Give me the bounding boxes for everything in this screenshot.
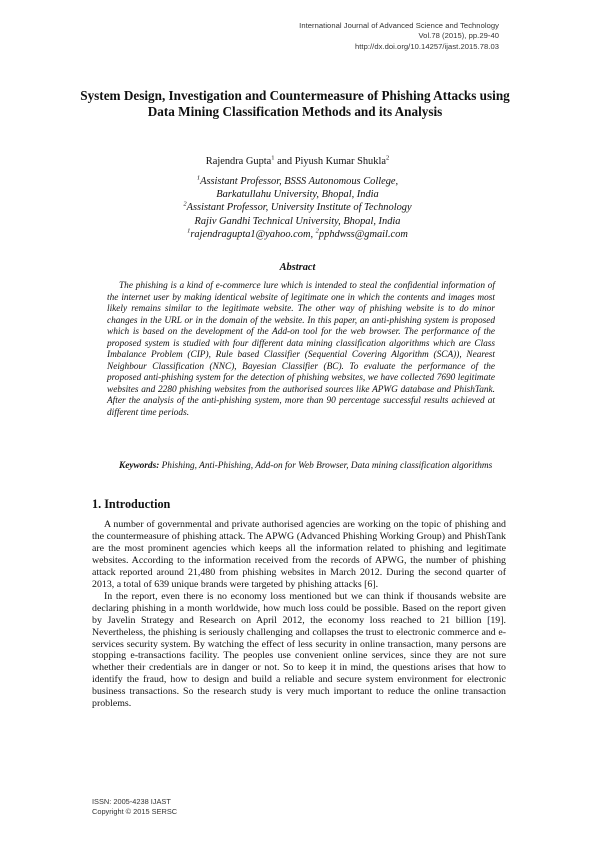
affiliations bbox=[60, 175, 535, 241]
footer-copyright: Copyright © 2015 SERSC bbox=[92, 807, 178, 816]
body-paragraph: In the report, even there is no economy loss mentioned but we can think if thousands website are declaring phishing in a month worldwide, how much loss could be possible. Based on the report given by Javelin Strategy and Research on April 2012, the economy loss reached to 21 billion [19]. Nevertheless, the phishing is seriously challenging and collapses the trust to electronic commerce and e-services security system. By watching the effect of less security in online transaction, many persons are stopping e-transactions facility. The peoples use convenient online services, since they are not sure whether their credentials are in danger or not. So to keep it in mind, the questions arises that how to identify the fraud, how to design and build a reliable and secure system environment for electronic business transactions. So the research study is very much important to reduce the online transaction problems. bbox=[92, 590, 506, 710]
affiliation-text: Assistant Professor, BSSS Autonomous College, bbox=[200, 176, 399, 187]
email-superscript: 2 bbox=[315, 227, 319, 235]
affiliation-line: Rajiv Gandhi Technical University, Bhopal, India bbox=[194, 215, 401, 227]
email-address[interactable]: pphdwss@gmail.com bbox=[318, 228, 408, 240]
email-line bbox=[60, 228, 535, 241]
author-superscript: 2 bbox=[385, 154, 390, 162]
paper-title: System Design, Investigation and Countermeasure of Phishing Attacks using Data Mining Classification Methods and its Analysis bbox=[80, 88, 510, 120]
keywords-label: Keywords: bbox=[119, 461, 160, 471]
affiliation-superscript: 2 bbox=[183, 200, 187, 208]
affiliation-line bbox=[60, 175, 535, 188]
author-conjunction: and bbox=[274, 156, 295, 167]
author-name: Piyush Kumar Shukla bbox=[294, 156, 386, 167]
journal-doi-link[interactable]: http://dx.doi.org/10.14257/ijast.2015.78.03 bbox=[354, 41, 499, 51]
abstract-text: The phishing is a kind of e-commerce lure which is intended to steal the confidential information of the internet user by making identical website of legitimate one in which the contents and images most likely remains similar to the legitimate website. The other way of phishing website is to do minor changes in the URL or in the domain of the website. In this paper, an anti-phishing system is proposed which is based on the development of the Add-on tool for the web browser. The performance of the proposed system is studied with four different data mining classification algorithms which are Class Imbalance Problem (CIP), Rule based Classifier (Sequential Covering Algorithm (SCA)), Nearest Neighbour Classification (NNC), Bayesian Classifier (BC). To evaluate the performance of the proposed anti-phishing system for the detection of phishing websites, we have collected 7690 legitimate websites and 2280 phishing websites from the authorised sources like APWG database and PhishTank. After the analysis of the anti-phishing system, more than 90 percentage successful results achieved at different time periods. bbox=[107, 281, 495, 419]
author-list bbox=[60, 155, 535, 168]
author-name: Rajendra Gupta bbox=[205, 156, 272, 167]
email-superscript: 1 bbox=[187, 227, 191, 235]
journal-volume: Vol.78 (2015), pp.29-40 bbox=[418, 31, 499, 41]
section-body bbox=[92, 519, 506, 710]
affiliation-line bbox=[60, 201, 535, 214]
affiliation-superscript: 1 bbox=[196, 174, 201, 182]
page-footer bbox=[92, 797, 177, 817]
journal-header bbox=[299, 21, 499, 52]
keywords-block bbox=[107, 461, 495, 473]
affiliation-text: Assistant Professor, University Institute of Technology bbox=[186, 202, 412, 214]
affiliation-line: Barkatullahu University, Bhopal, India bbox=[216, 189, 379, 201]
section-heading: 1. Introduction bbox=[92, 497, 171, 511]
keywords-text: Phishing, Anti-Phishing, Add-on for Web Browser, Data mining classification algorithms bbox=[159, 461, 493, 471]
journal-name: International Journal of Advanced Science and Technology bbox=[299, 21, 499, 30]
author-superscript: 1 bbox=[271, 154, 275, 162]
footer-issn: ISSN: 2005-4238 IJAST bbox=[92, 797, 171, 806]
abstract-heading: Abstract bbox=[279, 262, 316, 273]
body-paragraph: A number of governmental and private authorised agencies are working on the topic of phishing and the countermeasure of phishing attack. The APWG (Advanced Phishing Working Group) and PhishTank are the most prominent agencies which keeps all the information related to phishing and legitimate websites. According to the information received from the records of APWG, the number of phishing attack reported around 21,480 from phishing websites in March 2012. During the second quarter of 2013, a total of 639 unique brands were targeted by phishing attacks [6]. bbox=[92, 519, 506, 590]
email-address[interactable]: rajendragupta1@yahoo.com, bbox=[190, 228, 316, 240]
